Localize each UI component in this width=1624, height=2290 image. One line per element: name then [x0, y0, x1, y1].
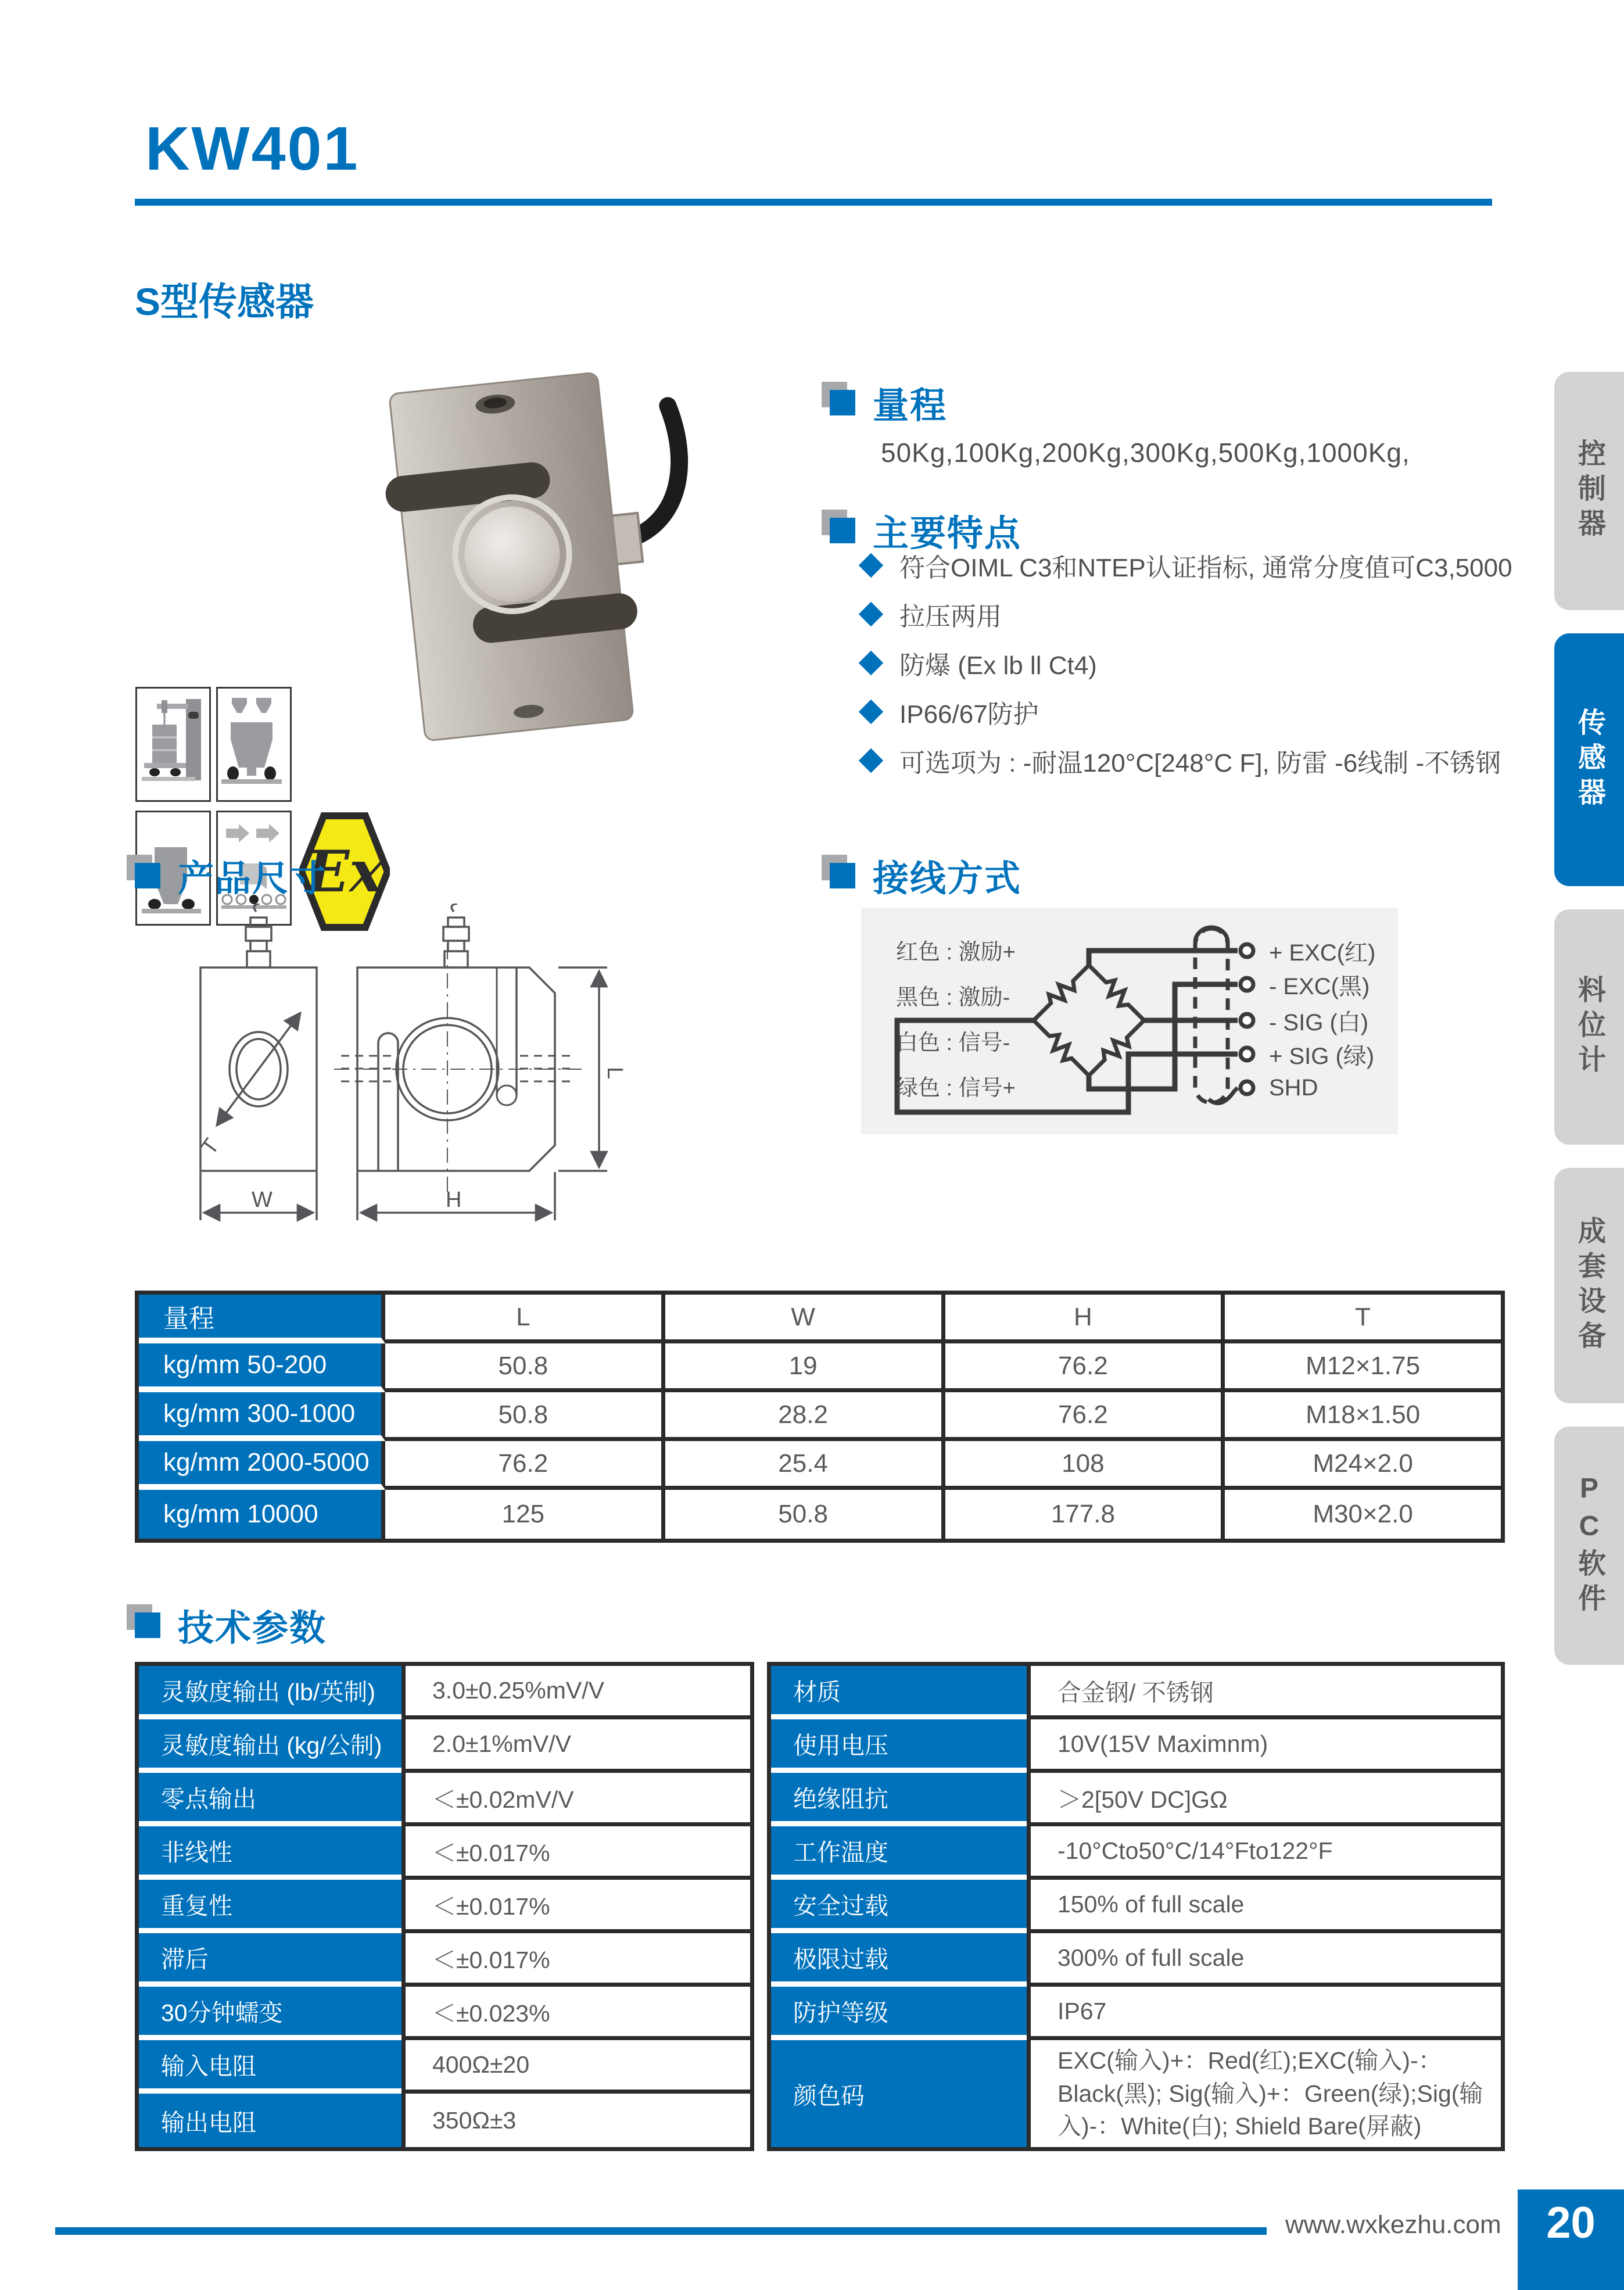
row-label: kg/mm 50-200	[139, 1343, 385, 1392]
feature-item	[862, 648, 1512, 678]
param-value: ＜±0.017%	[401, 1826, 750, 1880]
param-value: ＜±0.02mV/V	[401, 1773, 750, 1826]
table-row	[139, 2094, 750, 2147]
section-title: 技术参数	[178, 1608, 327, 1648]
cell: 28.2	[665, 1392, 945, 1441]
table-row	[139, 1392, 1501, 1441]
section-marker-icon	[830, 390, 855, 415]
param-label: 灵敏度输出 (kg/公制)	[139, 1719, 401, 1773]
param-label: 输出电阻	[139, 2094, 401, 2147]
param-label: 重复性	[139, 1880, 401, 1933]
cell: 125	[385, 1490, 665, 1539]
feature-text: 防爆 (Ex lb ll Ct4)	[899, 651, 1097, 680]
terminal-label: - SIG (白)	[1269, 1009, 1369, 1035]
section-marker-icon	[830, 863, 855, 888]
dimensions-table	[135, 1291, 1505, 1543]
param-label: 材质	[771, 1666, 1027, 1719]
table-row	[139, 1826, 750, 1880]
marker-square	[830, 863, 855, 888]
section-title: 接线方式	[873, 859, 1022, 899]
table-row	[139, 2040, 750, 2094]
param-label: 滞后	[139, 1933, 401, 1987]
terminal-label: - EXC(黑)	[1269, 973, 1370, 999]
dimension-drawing	[148, 904, 735, 1252]
page-number: 20	[1546, 2198, 1596, 2248]
page-number-badge	[1518, 2189, 1624, 2290]
param-value: EXC(输入)+：Red(红);EXC(输入)-：Black(黑); Sig(输入)+：Green(绿);Sig(输入)-：White(白); Shield Bare(屏蔽)	[1027, 2040, 1501, 2147]
table-row	[771, 1987, 1501, 2040]
tech-table-right	[767, 1662, 1505, 2151]
param-value: ＞2[50V DC]GΩ	[1027, 1773, 1501, 1826]
table-row	[771, 1880, 1501, 1933]
table-row	[139, 1719, 750, 1773]
bullet-diamond-icon	[859, 748, 883, 773]
cell: 177.8	[945, 1490, 1225, 1539]
param-value: 10V(15V Maximnm)	[1027, 1719, 1501, 1773]
section-marker-icon	[135, 863, 160, 888]
feature-text: 拉压两用	[899, 603, 1002, 631]
bullet-diamond-icon	[859, 602, 883, 626]
header-cell: L	[385, 1295, 665, 1343]
row-label: kg/mm 10000	[139, 1490, 385, 1539]
tech-table-left	[135, 1662, 754, 2151]
table-row	[771, 2040, 1501, 2147]
bullet-diamond-icon	[859, 700, 883, 724]
param-label: 灵敏度输出 (lb/英制)	[139, 1666, 401, 1719]
section-heading-product-dims	[135, 850, 327, 901]
param-label: 颜色码	[771, 2040, 1027, 2147]
section-marker-icon	[135, 1612, 160, 1638]
marker-square	[830, 518, 855, 543]
param-label: 安全过载	[771, 1880, 1027, 1933]
sidebar-tab-level-gauge[interactable]: 料位计	[1554, 909, 1624, 1145]
section-title: 产品尺寸	[178, 859, 327, 899]
param-value: IP67	[1027, 1987, 1501, 2040]
feature-text: IP66/67防护	[899, 700, 1039, 729]
sidebar-tab-controller[interactable]: 控制器	[1554, 372, 1624, 610]
terminal-label: + EXC(红)	[1269, 940, 1376, 966]
cell: 108	[945, 1441, 1225, 1490]
table-row	[139, 1987, 750, 2040]
wire-color-label: 白色 : 信号-	[896, 1030, 1010, 1055]
param-label: 极限过载	[771, 1933, 1027, 1987]
cell: M30×2.0	[1313, 1500, 1413, 1528]
section-marker-icon	[830, 518, 855, 543]
param-label: 非线性	[139, 1826, 401, 1880]
section-heading-tech	[135, 1599, 327, 1651]
param-value: 350Ω±3	[401, 2094, 750, 2147]
cell: 76.2	[945, 1343, 1225, 1392]
cell: 76.2	[385, 1441, 665, 1490]
row-label: kg/mm 2000-5000	[139, 1441, 385, 1490]
cell: 50.8	[385, 1343, 665, 1392]
cell: 19	[665, 1343, 945, 1392]
cell: 50.8	[665, 1490, 945, 1539]
dim-label-t: T	[196, 1134, 224, 1160]
dim-label-w: W	[252, 1188, 273, 1212]
range-values: 50Kg,100Kg,200Kg,300Kg,500Kg,1000Kg,	[881, 438, 1410, 468]
sidebar-tab-equipment[interactable]: 成套设备	[1554, 1168, 1624, 1403]
table-row	[139, 1343, 1501, 1392]
app-icon-hoist	[135, 687, 211, 802]
table-row	[771, 1666, 1501, 1719]
cell: M24×2.0	[1225, 1441, 1501, 1490]
section-heading-wiring	[830, 850, 1021, 901]
table-row	[139, 1666, 750, 1719]
row-label: kg/mm 300-1000	[139, 1392, 385, 1441]
cell: 76.2	[945, 1392, 1225, 1441]
title-underline	[135, 199, 1492, 206]
bullet-diamond-icon	[859, 553, 883, 578]
feature-text: 可选项为 : -耐温120°C[248°C F], 防雷 -6线制 -不锈钢	[899, 749, 1501, 777]
param-label: 工作温度	[771, 1826, 1027, 1880]
marker-square	[135, 1612, 160, 1638]
header-cell: H	[945, 1295, 1225, 1343]
param-value: 2.0±1%mV/V	[401, 1719, 750, 1773]
wiring-diagram	[861, 908, 1398, 1134]
cell: M12×1.75	[1225, 1343, 1501, 1392]
page-title: KW401	[145, 114, 360, 183]
param-value: 3.0±0.25%mV/V	[401, 1666, 750, 1719]
feature-item	[862, 551, 1512, 580]
app-icon-hopper-fill	[216, 687, 292, 802]
param-label: 输入电阻	[139, 2040, 401, 2094]
table-row	[139, 1490, 1501, 1539]
table-row	[139, 1933, 750, 1987]
param-value: 150% of full scale	[1027, 1880, 1501, 1933]
feature-item	[862, 746, 1512, 775]
param-value: 400Ω±20	[401, 2040, 750, 2094]
header-cell: 量程	[139, 1295, 385, 1343]
marker-square	[135, 863, 160, 888]
dim-label-l: L	[603, 1067, 627, 1080]
feature-list	[862, 551, 1512, 795]
header-cell: T	[1225, 1295, 1501, 1343]
param-value: ＜±0.017%	[401, 1880, 750, 1933]
param-label: 30分钟蠕变	[139, 1987, 401, 2040]
load-cell-photo	[308, 342, 703, 789]
table-row	[139, 1441, 1501, 1490]
feature-item	[862, 600, 1512, 629]
feature-item	[862, 697, 1512, 729]
table-row	[771, 1826, 1501, 1880]
dim-label-h: H	[446, 1188, 462, 1212]
feature-text: 符合OIML C3和NTEP认证指标, 通常分度值可C3,5000	[899, 554, 1512, 582]
table-row	[139, 1880, 750, 1933]
sidebar-tab-pc-software[interactable]: PC软件	[1554, 1427, 1624, 1665]
table-row	[771, 1773, 1501, 1826]
param-value: ＜±0.023%	[401, 1987, 750, 2040]
svg-text:Ex: Ex	[306, 838, 383, 905]
wire-color-label: 绿色 : 信号+	[896, 1076, 1016, 1101]
terminal-label: + SIG (绿)	[1269, 1043, 1375, 1069]
cell: 25.4	[665, 1441, 945, 1490]
cable-shield	[1195, 929, 1228, 1103]
footer-divider	[55, 2227, 1267, 2235]
table-header-row	[139, 1295, 1501, 1343]
footer-website-link[interactable]: www.wxkezhu.com	[1285, 2210, 1501, 2239]
header-cell: W	[665, 1295, 945, 1343]
wire-color-label: 黑色 : 激励-	[896, 985, 1010, 1010]
section-title: 量程	[873, 386, 948, 426]
table-row	[771, 1719, 1501, 1773]
param-value: ＜±0.017%	[401, 1933, 750, 1987]
bullet-diamond-icon	[859, 651, 883, 675]
terminal-label: SHD	[1269, 1074, 1318, 1101]
table-row	[139, 1773, 750, 1826]
section-heading-range	[830, 377, 947, 428]
param-label: 零点输出	[139, 1773, 401, 1826]
param-label: 防护等级	[771, 1987, 1027, 2040]
table-row	[771, 1933, 1501, 1987]
section-title: 主要特点	[873, 514, 1022, 554]
param-value: -10°Cto50°C/14°Fto122°F	[1027, 1826, 1501, 1880]
param-value: 合金钢/ 不锈钢	[1027, 1666, 1501, 1719]
sidebar-tab-sensor[interactable]: 传感器	[1554, 633, 1624, 886]
product-type-title: S型传感器	[135, 280, 314, 323]
cell: M18×1.50	[1225, 1392, 1501, 1441]
param-label: 绝缘阻抗	[771, 1773, 1027, 1826]
marker-square	[830, 390, 855, 415]
param-label: 使用电压	[771, 1719, 1027, 1773]
wire-color-label: 红色 : 激励+	[896, 940, 1016, 965]
cell: 50.8	[385, 1392, 665, 1441]
param-value: 300% of full scale	[1027, 1933, 1501, 1987]
